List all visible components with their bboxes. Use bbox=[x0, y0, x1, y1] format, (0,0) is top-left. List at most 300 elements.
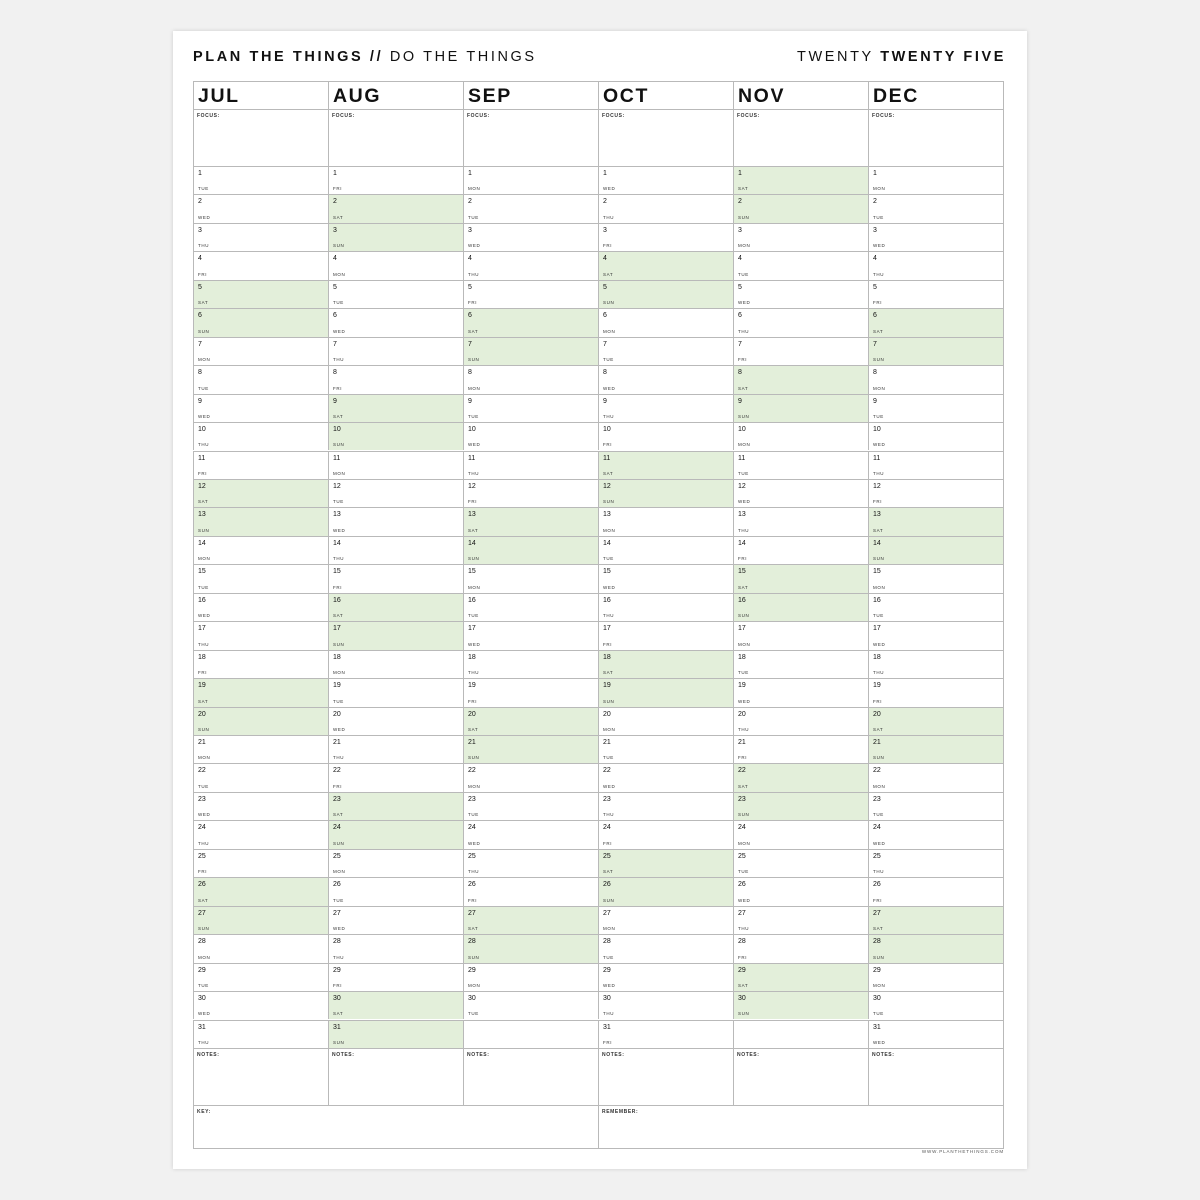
day-cell[interactable] bbox=[733, 308, 868, 336]
day-number: 23 bbox=[333, 795, 341, 803]
weekday-label: TUE bbox=[873, 414, 884, 420]
weekday-label: SUN bbox=[333, 243, 345, 249]
notes-label: NOTES: bbox=[737, 1051, 760, 1058]
day-number: 26 bbox=[738, 881, 746, 889]
weekday-label: SUN bbox=[468, 556, 480, 562]
day-cell[interactable] bbox=[328, 991, 463, 1019]
weekday-label: SAT bbox=[603, 470, 614, 476]
day-cell[interactable] bbox=[733, 593, 868, 621]
day-cell[interactable] bbox=[733, 394, 868, 422]
day-cell[interactable] bbox=[733, 849, 868, 877]
notes-box[interactable] bbox=[328, 1048, 463, 1105]
day-cell[interactable] bbox=[598, 1020, 733, 1048]
day-cell[interactable] bbox=[463, 451, 598, 479]
day-number: 27 bbox=[198, 909, 206, 917]
day-cell[interactable] bbox=[463, 650, 598, 678]
day-cell[interactable] bbox=[598, 251, 733, 279]
notes-box[interactable] bbox=[463, 1048, 598, 1105]
day-cell[interactable] bbox=[868, 337, 1003, 365]
day-number: 27 bbox=[873, 909, 881, 917]
day-cell[interactable] bbox=[193, 678, 328, 706]
day-cell[interactable] bbox=[733, 735, 868, 763]
day-cell[interactable] bbox=[463, 849, 598, 877]
day-cell[interactable] bbox=[193, 251, 328, 279]
day-cell[interactable] bbox=[328, 337, 463, 365]
day-cell[interactable] bbox=[598, 735, 733, 763]
focus-box[interactable] bbox=[463, 109, 598, 166]
day-number: 13 bbox=[873, 511, 881, 519]
day-cell[interactable] bbox=[463, 820, 598, 848]
day-number: 30 bbox=[333, 995, 341, 1003]
day-cell[interactable] bbox=[463, 906, 598, 934]
day-cell[interactable] bbox=[328, 849, 463, 877]
day-cell[interactable] bbox=[328, 906, 463, 934]
day-cell[interactable] bbox=[328, 593, 463, 621]
notes-box[interactable] bbox=[193, 1048, 328, 1105]
day-cell[interactable] bbox=[868, 650, 1003, 678]
focus-label: FOCUS: bbox=[197, 113, 220, 119]
day-cell[interactable] bbox=[328, 280, 463, 308]
day-number: 6 bbox=[873, 312, 877, 320]
day-cell[interactable] bbox=[598, 166, 733, 194]
day-cell[interactable] bbox=[463, 963, 598, 991]
notes-box[interactable] bbox=[733, 1048, 868, 1105]
weekday-label: WED bbox=[603, 584, 616, 590]
day-cell[interactable] bbox=[598, 792, 733, 820]
day-cell[interactable] bbox=[733, 707, 868, 735]
day-cell[interactable] bbox=[463, 991, 598, 1019]
day-number: 14 bbox=[468, 539, 476, 547]
weekday-label: SAT bbox=[333, 1011, 344, 1017]
weekday-label: SUN bbox=[603, 897, 615, 903]
day-number: 5 bbox=[738, 283, 742, 291]
day-number: 13 bbox=[603, 511, 611, 519]
day-cell[interactable] bbox=[868, 194, 1003, 222]
day-cell[interactable] bbox=[868, 735, 1003, 763]
weekday-label: FRI bbox=[198, 271, 208, 277]
day-number: 3 bbox=[738, 226, 742, 234]
month-header bbox=[733, 81, 868, 109]
day-cell[interactable] bbox=[328, 963, 463, 991]
day-cell[interactable] bbox=[733, 763, 868, 791]
day-cell[interactable] bbox=[328, 820, 463, 848]
day-number: 19 bbox=[198, 682, 206, 690]
day-cell[interactable] bbox=[328, 308, 463, 336]
day-cell[interactable] bbox=[598, 564, 733, 592]
day-cell[interactable] bbox=[328, 479, 463, 507]
weekday-label: FRI bbox=[603, 641, 613, 647]
day-number: 12 bbox=[198, 482, 206, 490]
weekday-label: MON bbox=[468, 983, 481, 989]
day-cell[interactable] bbox=[328, 735, 463, 763]
day-number: 23 bbox=[873, 795, 881, 803]
weekday-label: TUE bbox=[333, 698, 344, 704]
focus-box[interactable] bbox=[193, 109, 328, 166]
day-cell[interactable] bbox=[868, 394, 1003, 422]
weekday-label: WED bbox=[738, 499, 751, 505]
day-cell[interactable] bbox=[328, 394, 463, 422]
day-number: 31 bbox=[603, 1023, 611, 1031]
day-cell[interactable] bbox=[193, 308, 328, 336]
month-header bbox=[463, 81, 598, 109]
day-cell[interactable] bbox=[733, 280, 868, 308]
day-cell[interactable] bbox=[733, 365, 868, 393]
day-cell[interactable] bbox=[328, 194, 463, 222]
day-number: 28 bbox=[333, 938, 341, 946]
day-cell[interactable] bbox=[193, 166, 328, 194]
day-cell[interactable] bbox=[328, 251, 463, 279]
weekday-label: SUN bbox=[873, 357, 885, 363]
weekday-label: FRI bbox=[333, 584, 343, 590]
day-cell[interactable] bbox=[193, 991, 328, 1019]
notes-box[interactable] bbox=[598, 1048, 733, 1105]
day-cell[interactable] bbox=[328, 792, 463, 820]
day-cell[interactable] bbox=[598, 678, 733, 706]
day-cell[interactable] bbox=[733, 337, 868, 365]
day-number: 23 bbox=[738, 795, 746, 803]
day-cell[interactable] bbox=[463, 621, 598, 649]
weekday-label: TUE bbox=[873, 214, 884, 220]
day-number: 20 bbox=[333, 710, 341, 718]
day-cell[interactable] bbox=[328, 877, 463, 905]
day-cell[interactable] bbox=[463, 308, 598, 336]
month-name: JUL bbox=[198, 85, 240, 107]
day-cell[interactable] bbox=[193, 877, 328, 905]
day-cell[interactable] bbox=[598, 763, 733, 791]
day-cell[interactable] bbox=[328, 621, 463, 649]
weekday-label: SAT bbox=[333, 414, 344, 420]
day-cell[interactable] bbox=[463, 337, 598, 365]
day-cell[interactable] bbox=[328, 365, 463, 393]
day-number: 30 bbox=[468, 995, 476, 1003]
day-cell[interactable] bbox=[193, 223, 328, 251]
weekday-label: FRI bbox=[333, 385, 343, 391]
weekday-label: WED bbox=[198, 812, 211, 818]
day-cell[interactable] bbox=[733, 451, 868, 479]
day-cell[interactable] bbox=[328, 650, 463, 678]
day-cell[interactable] bbox=[598, 991, 733, 1019]
day-cell[interactable] bbox=[868, 223, 1003, 251]
day-cell[interactable] bbox=[328, 422, 463, 450]
day-cell[interactable] bbox=[868, 365, 1003, 393]
day-number: 26 bbox=[603, 881, 611, 889]
day-number: 31 bbox=[873, 1023, 881, 1031]
weekday-label: SUN bbox=[333, 1039, 345, 1045]
day-cell[interactable] bbox=[193, 934, 328, 962]
day-number: 24 bbox=[603, 824, 611, 832]
day-cell[interactable] bbox=[598, 934, 733, 962]
day-cell[interactable] bbox=[733, 991, 868, 1019]
day-cell[interactable] bbox=[868, 593, 1003, 621]
day-cell[interactable] bbox=[463, 251, 598, 279]
day-number: 10 bbox=[468, 426, 476, 434]
day-cell[interactable] bbox=[193, 564, 328, 592]
day-cell[interactable] bbox=[868, 906, 1003, 934]
weekday-label: TUE bbox=[738, 670, 749, 676]
weekday-label: MON bbox=[333, 470, 346, 476]
day-cell[interactable] bbox=[193, 194, 328, 222]
day-cell[interactable] bbox=[598, 650, 733, 678]
day-cell[interactable] bbox=[463, 422, 598, 450]
weekday-label: MON bbox=[333, 670, 346, 676]
weekday-label: SAT bbox=[873, 926, 884, 932]
day-number: 23 bbox=[603, 795, 611, 803]
day-cell[interactable] bbox=[463, 792, 598, 820]
day-cell[interactable] bbox=[868, 308, 1003, 336]
focus-label: FOCUS: bbox=[737, 113, 760, 119]
weekday-label: SAT bbox=[468, 328, 479, 334]
weekday-label: TUE bbox=[333, 897, 344, 903]
day-cell[interactable] bbox=[193, 707, 328, 735]
day-cell[interactable] bbox=[193, 650, 328, 678]
day-cell[interactable] bbox=[598, 394, 733, 422]
day-cell[interactable] bbox=[463, 707, 598, 735]
day-cell[interactable] bbox=[868, 1020, 1003, 1048]
weekday-label: SUN bbox=[468, 357, 480, 363]
day-cell[interactable] bbox=[193, 849, 328, 877]
empty-day-cell bbox=[733, 1020, 868, 1048]
day-cell[interactable] bbox=[463, 763, 598, 791]
day-cell[interactable] bbox=[868, 991, 1003, 1019]
day-cell[interactable] bbox=[328, 1020, 463, 1048]
day-cell[interactable] bbox=[328, 934, 463, 962]
day-cell[interactable] bbox=[463, 479, 598, 507]
day-cell[interactable] bbox=[598, 593, 733, 621]
weekday-label: FRI bbox=[468, 300, 478, 306]
day-number: 3 bbox=[603, 226, 607, 234]
day-number: 15 bbox=[468, 568, 476, 576]
day-cell[interactable] bbox=[733, 792, 868, 820]
focus-box[interactable] bbox=[598, 109, 733, 166]
weekday-label: TUE bbox=[468, 214, 479, 220]
month-name: OCT bbox=[603, 85, 649, 107]
day-cell[interactable] bbox=[733, 507, 868, 535]
day-cell[interactable] bbox=[193, 507, 328, 535]
focus-box[interactable] bbox=[733, 109, 868, 166]
day-number: 6 bbox=[198, 312, 202, 320]
day-cell[interactable] bbox=[193, 280, 328, 308]
day-cell[interactable] bbox=[598, 337, 733, 365]
day-cell[interactable] bbox=[463, 223, 598, 251]
day-cell[interactable] bbox=[463, 365, 598, 393]
weekday-label: FRI bbox=[603, 1039, 613, 1045]
day-cell[interactable] bbox=[193, 963, 328, 991]
day-cell[interactable] bbox=[598, 906, 733, 934]
day-cell[interactable] bbox=[868, 792, 1003, 820]
day-number: 25 bbox=[468, 852, 476, 860]
weekday-label: SUN bbox=[738, 414, 750, 420]
month-name: SEP bbox=[468, 85, 512, 107]
day-cell[interactable] bbox=[868, 877, 1003, 905]
day-number: 5 bbox=[198, 283, 202, 291]
day-cell[interactable] bbox=[193, 337, 328, 365]
day-cell[interactable] bbox=[328, 451, 463, 479]
day-cell[interactable] bbox=[733, 194, 868, 222]
day-cell[interactable] bbox=[598, 194, 733, 222]
weekday-label: SAT bbox=[198, 300, 209, 306]
day-cell[interactable] bbox=[868, 564, 1003, 592]
day-cell[interactable] bbox=[868, 166, 1003, 194]
day-cell[interactable] bbox=[193, 536, 328, 564]
day-cell[interactable] bbox=[328, 564, 463, 592]
notes-label: NOTES: bbox=[872, 1051, 895, 1058]
day-cell[interactable] bbox=[193, 763, 328, 791]
day-cell[interactable] bbox=[463, 394, 598, 422]
day-cell[interactable] bbox=[598, 963, 733, 991]
day-cell[interactable] bbox=[598, 536, 733, 564]
remember-label: REMEMBER: bbox=[602, 1108, 639, 1115]
day-cell[interactable] bbox=[463, 877, 598, 905]
day-cell[interactable] bbox=[463, 934, 598, 962]
day-cell[interactable] bbox=[868, 963, 1003, 991]
title-light: DO THE THINGS bbox=[383, 49, 537, 65]
day-cell[interactable] bbox=[868, 479, 1003, 507]
day-number: 12 bbox=[873, 482, 881, 490]
day-number: 17 bbox=[603, 625, 611, 633]
day-cell[interactable] bbox=[463, 166, 598, 194]
day-cell[interactable] bbox=[328, 166, 463, 194]
title-bold: PLAN THE THINGS // bbox=[193, 49, 384, 65]
day-cell[interactable] bbox=[733, 678, 868, 706]
day-cell[interactable] bbox=[598, 820, 733, 848]
weekday-label: SAT bbox=[738, 584, 749, 590]
day-number: 7 bbox=[198, 340, 202, 348]
day-cell[interactable] bbox=[328, 678, 463, 706]
day-cell[interactable] bbox=[598, 422, 733, 450]
day-number: 24 bbox=[738, 824, 746, 832]
day-number: 18 bbox=[198, 653, 206, 661]
day-number: 15 bbox=[738, 568, 746, 576]
day-cell[interactable] bbox=[463, 678, 598, 706]
day-cell[interactable] bbox=[868, 820, 1003, 848]
weekday-label: SAT bbox=[603, 670, 614, 676]
day-cell[interactable] bbox=[868, 849, 1003, 877]
day-cell[interactable] bbox=[463, 564, 598, 592]
weekday-label: MON bbox=[468, 385, 481, 391]
day-cell[interactable] bbox=[328, 223, 463, 251]
day-cell[interactable] bbox=[868, 621, 1003, 649]
day-cell[interactable] bbox=[193, 451, 328, 479]
day-cell[interactable] bbox=[463, 194, 598, 222]
day-cell[interactable] bbox=[598, 223, 733, 251]
day-cell[interactable] bbox=[193, 906, 328, 934]
day-number: 4 bbox=[873, 255, 877, 263]
day-cell[interactable] bbox=[193, 621, 328, 649]
day-cell[interactable] bbox=[598, 849, 733, 877]
day-cell[interactable] bbox=[733, 906, 868, 934]
day-cell[interactable] bbox=[868, 422, 1003, 450]
notes-box[interactable] bbox=[868, 1048, 1003, 1105]
day-cell[interactable] bbox=[868, 934, 1003, 962]
day-cell[interactable] bbox=[733, 650, 868, 678]
day-cell[interactable] bbox=[463, 735, 598, 763]
weekday-label: THU bbox=[198, 442, 210, 448]
day-cell[interactable] bbox=[868, 507, 1003, 535]
day-cell[interactable] bbox=[193, 1020, 328, 1048]
day-cell[interactable] bbox=[598, 707, 733, 735]
focus-box[interactable] bbox=[328, 109, 463, 166]
day-cell[interactable] bbox=[733, 536, 868, 564]
day-cell[interactable] bbox=[868, 251, 1003, 279]
day-cell[interactable] bbox=[868, 536, 1003, 564]
day-cell[interactable] bbox=[598, 365, 733, 393]
day-number: 18 bbox=[873, 653, 881, 661]
day-cell[interactable] bbox=[598, 877, 733, 905]
day-cell[interactable] bbox=[868, 763, 1003, 791]
day-cell[interactable] bbox=[733, 963, 868, 991]
day-cell[interactable] bbox=[733, 223, 868, 251]
day-cell[interactable] bbox=[733, 934, 868, 962]
day-cell[interactable] bbox=[463, 593, 598, 621]
remember-box[interactable] bbox=[598, 1105, 1003, 1148]
day-cell[interactable] bbox=[193, 479, 328, 507]
focus-box[interactable] bbox=[868, 109, 1003, 166]
day-cell[interactable] bbox=[328, 507, 463, 535]
day-cell[interactable] bbox=[193, 593, 328, 621]
day-cell[interactable] bbox=[598, 451, 733, 479]
day-cell[interactable] bbox=[733, 422, 868, 450]
day-cell[interactable] bbox=[598, 621, 733, 649]
day-cell[interactable] bbox=[598, 479, 733, 507]
day-cell[interactable] bbox=[193, 422, 328, 450]
day-cell[interactable] bbox=[733, 820, 868, 848]
day-cell[interactable] bbox=[193, 394, 328, 422]
day-cell[interactable] bbox=[868, 451, 1003, 479]
weekday-label: MON bbox=[468, 186, 481, 192]
day-cell[interactable] bbox=[463, 280, 598, 308]
weekday-label: WED bbox=[198, 214, 211, 220]
day-number: 29 bbox=[333, 966, 341, 974]
weekday-label: MON bbox=[738, 442, 751, 448]
weekday-label: THU bbox=[468, 670, 480, 676]
day-cell[interactable] bbox=[193, 365, 328, 393]
day-cell[interactable] bbox=[733, 166, 868, 194]
weekday-label: THU bbox=[873, 869, 885, 875]
day-cell[interactable] bbox=[328, 707, 463, 735]
day-cell[interactable] bbox=[868, 707, 1003, 735]
day-cell[interactable] bbox=[733, 877, 868, 905]
weekday-label: FRI bbox=[603, 840, 613, 846]
day-cell[interactable] bbox=[868, 678, 1003, 706]
weekday-label: TUE bbox=[198, 186, 209, 192]
day-cell[interactable] bbox=[598, 507, 733, 535]
weekday-label: THU bbox=[198, 1039, 210, 1045]
month-name: DEC bbox=[873, 85, 919, 107]
day-cell[interactable] bbox=[193, 792, 328, 820]
day-cell[interactable] bbox=[463, 536, 598, 564]
day-cell[interactable] bbox=[733, 479, 868, 507]
day-cell[interactable] bbox=[733, 621, 868, 649]
day-cell[interactable] bbox=[328, 763, 463, 791]
day-cell[interactable] bbox=[868, 280, 1003, 308]
weekday-label: MON bbox=[198, 556, 211, 562]
day-number: 27 bbox=[603, 909, 611, 917]
day-cell[interactable] bbox=[598, 308, 733, 336]
focus-label: FOCUS: bbox=[467, 113, 490, 119]
day-cell[interactable] bbox=[598, 280, 733, 308]
day-cell[interactable] bbox=[193, 735, 328, 763]
key-box[interactable] bbox=[193, 1105, 598, 1148]
day-cell[interactable] bbox=[733, 564, 868, 592]
day-cell[interactable] bbox=[328, 536, 463, 564]
day-number: 11 bbox=[603, 454, 611, 462]
day-cell[interactable] bbox=[733, 251, 868, 279]
day-number: 10 bbox=[198, 426, 206, 434]
day-number: 17 bbox=[873, 625, 881, 633]
day-cell[interactable] bbox=[193, 820, 328, 848]
day-number: 29 bbox=[873, 966, 881, 974]
day-cell[interactable] bbox=[463, 507, 598, 535]
